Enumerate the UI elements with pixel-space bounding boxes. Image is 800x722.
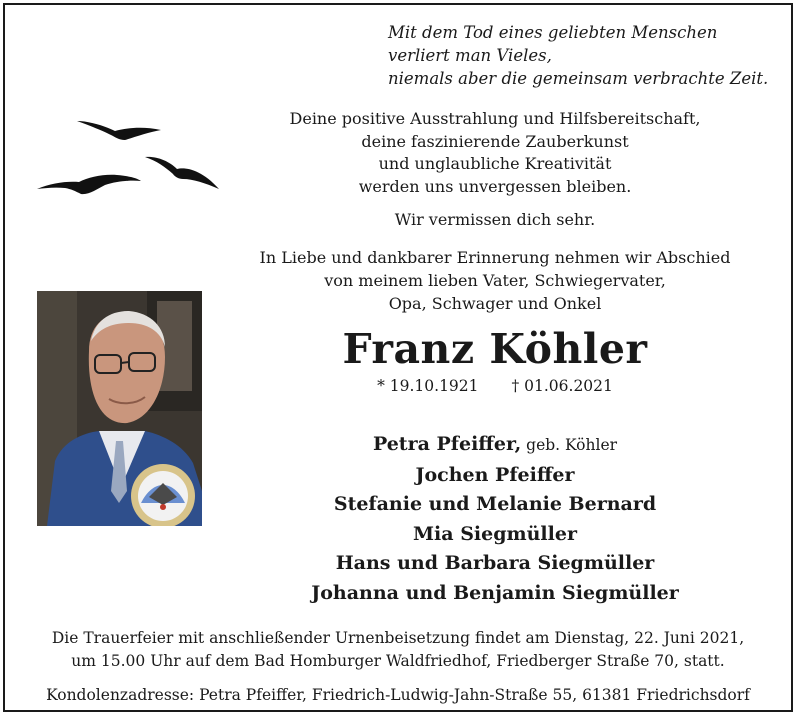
mourner-entry — [245, 579, 745, 609]
ceremony-info — [15, 627, 781, 673]
mourner-entry — [245, 549, 745, 579]
farewell-line: Opa, Schwager und Onkel — [388, 294, 602, 313]
mourner-suffix: geb. Köhler — [521, 436, 618, 454]
verse-line: Deine positive Ausstrahlung und Hilfsbereitschaft, — [289, 109, 701, 128]
farewell-text — [245, 246, 745, 315]
miss-line: Wir vermissen dich sehr. — [394, 210, 596, 229]
mourner-entry — [245, 490, 745, 520]
mourner-name: Johanna und Benjamin Siegmüller — [311, 581, 679, 604]
memorial-quote — [388, 21, 778, 90]
mourner-name: Hans und Barbara Siegmüller — [335, 552, 655, 574]
mourner-entry — [245, 461, 745, 491]
portrait-photo — [37, 291, 202, 526]
verse-line: und unglaubliche Kreativität — [378, 154, 612, 173]
mourner-entry — [245, 430, 745, 461]
quote-line: verliert man Vieles, — [388, 46, 552, 65]
bird-3 — [37, 175, 141, 194]
flying-birds-icon — [33, 109, 248, 204]
verse-line: werden uns unvergessen bleiben. — [358, 176, 632, 196]
deceased-name: Franz Köhler — [342, 325, 648, 373]
obituary-notice — [3, 3, 793, 712]
verse-line: deine faszinierende Zauberkunst — [361, 131, 629, 151]
ceremony-line: Die Trauerfeier mit anschließender Urnenbeisetzung findet am Dienstag, 22. Juni 2021, — [51, 629, 745, 647]
ceremony-line: um 15.00 Uhr auf dem Bad Homburger Waldfriedhof, Friedberger Straße 70, statt. — [71, 652, 725, 670]
mourner-entry — [245, 520, 745, 550]
mourner-name: Jochen Pfeiffer — [415, 463, 575, 486]
mourner-name: Petra Pfeiffer, — [372, 433, 522, 455]
emblem-badge-icon — [131, 464, 195, 526]
tribute-verse — [245, 108, 745, 198]
birth-date: * 19.10.1921 — [377, 377, 479, 395]
quote-line: Mit dem Tod eines geliebten Menschen — [388, 23, 718, 42]
bird-1 — [77, 121, 161, 140]
farewell-line: von meinem lieben Vater, Schwiegervater, — [324, 271, 666, 290]
farewell-line: In Liebe und dankbarer Erinnerung nehmen wir Abschied — [259, 248, 731, 267]
bird-2 — [145, 157, 219, 189]
death-date: † 01.06.2021 — [511, 377, 613, 395]
life-dates — [245, 375, 745, 397]
quote-line: niemals aber die gemeinsam verbrachte Zeit. — [388, 69, 769, 88]
condolence-address: Kondolenzadresse: Petra Pfeiffer, Friedrich-Ludwig-Jahn-Straße 55, 61381 Friedrichsdorf — [46, 686, 750, 704]
mourner-name: Stefanie und Melanie Bernard — [333, 493, 657, 515]
mourner-name: Mia Siegmüller — [413, 522, 577, 545]
mourners-list — [245, 430, 745, 608]
